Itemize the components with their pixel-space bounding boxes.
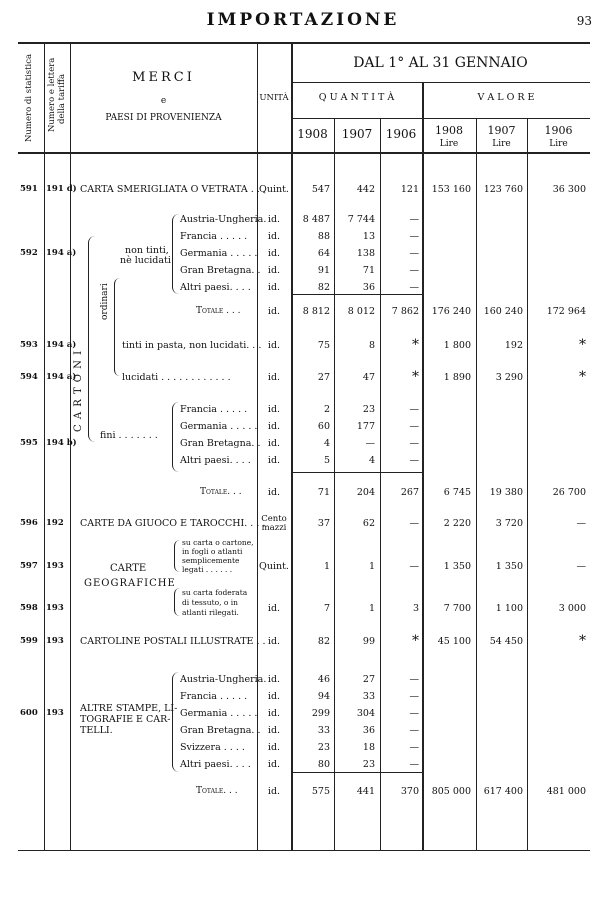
col-sep-1 [44,42,45,850]
header-valore: V A L O R E [477,92,535,103]
cell-q07: 442 [356,184,375,195]
cell-tar: 194 b) [46,438,77,448]
cell-tar: 193 [46,561,64,571]
cell-q08: 82 [317,636,330,647]
cell-v07: 1 350 [495,561,523,572]
cell-v08: 176 240 [431,306,471,317]
cell-q08: 80 [317,759,330,770]
altre-line: TOGRAFIE E CAR- [80,714,171,725]
cell-q07: 62 [362,518,375,529]
cell-unit: id. [267,214,281,225]
cell-desc: Altri paesi. . . . [180,455,251,466]
cell-v07: 617 400 [483,786,523,797]
cell-unit: id. [267,265,281,276]
cell-unit: id. [267,603,281,614]
cell-v08: 45 100 [437,636,471,647]
header-v-1908: 1908 [435,124,463,137]
cell-tar: 192 [46,518,64,528]
cell-q06: * [412,369,419,385]
cell-unit: id. [267,248,281,259]
page-number: 93 [576,14,592,28]
header-v-1906: 1906 [544,124,573,137]
cell-v06: * [579,337,586,353]
cell-unit: id. [267,340,281,351]
cell-q07: 27 [362,674,375,685]
cell-stat: 598 [20,603,38,613]
col-sep-6 [380,118,381,850]
cell-unit: id. [267,282,281,293]
cell-q06: — [409,231,419,242]
cell-desc: Francia . . . . . [180,231,248,242]
label-ordinari: ordinari [100,283,110,320]
header-v-1907: 1907 [487,124,516,137]
cell-q06: * [412,337,419,353]
cell-stat: 593 [20,340,38,350]
header-q-1907: 1907 [341,127,373,141]
page-title: IMPORTAZIONE [206,10,400,30]
cell-q06: — [409,248,419,259]
cell-v07: 123 760 [483,184,523,195]
cell-unit: id. [267,636,281,647]
cell-desc: Totale. . . [196,786,238,796]
cell-tar: 193 [46,636,64,646]
cell-q06: 267 [400,487,419,498]
cell-stat: 595 [20,438,38,448]
cell-tar: 194 a) [46,248,77,258]
cell-v06: — [576,518,586,529]
cell-unit: Quint. [259,561,289,572]
label-altre-stampe [80,703,177,736]
cell-q07: 8 [368,340,375,351]
cell-desc: Germania . . . . . [180,248,258,259]
cell-desc: CARTOLINE POSTALI ILLUSTRATE . . [80,636,266,647]
cell-q06: — [409,438,419,449]
cell-q08: 575 [311,786,330,797]
cell-q06: — [409,725,419,736]
cell-desc: tinti in pasta, non lucidati. . . [122,340,262,351]
cell-v07: 54 450 [489,636,523,647]
cell-v06: 481 000 [546,786,586,797]
cell-desc: Totale . . . [196,306,241,316]
cell-q08: 23 [317,742,330,753]
cell-desc: CARTA SMERIGLIATA O VETRATA . . . [80,184,266,195]
header-unita: UNITÀ [259,93,289,103]
cell-v07: 3 290 [495,372,523,383]
header-q-1906: 1906 [385,127,417,141]
cell-v07: 19 380 [489,487,523,498]
cell-q07: 204 [356,487,375,498]
cell-stat: 592 [20,248,38,258]
cell-v08: 6 745 [443,487,471,498]
header-paesi: PAESI DI PROVENIENZA [105,113,222,123]
cell-desc: Totale. . . [200,487,242,497]
cell-unit: Quint. [259,184,289,195]
cell-v06: — [576,561,586,572]
header-top-rule [18,42,590,44]
carte-sub2-line: su carta foderata [182,588,248,597]
cell-v08: 1 800 [443,340,471,351]
cell-q07: 304 [356,708,375,719]
cell-q08: 5 [323,455,330,466]
carte-sub-1 [182,538,254,574]
cell-unit: id. [267,674,281,685]
altre-line: TELLI. [80,725,113,736]
cell-q08: 2 [323,404,330,415]
cell-q06: 370 [400,786,419,797]
cell-q08: 88 [317,231,330,242]
cell-v07: 192 [504,340,523,351]
header-period-rule [291,82,590,83]
cell-desc: Germania . . . . . [180,708,258,719]
col-sep-5 [334,118,335,850]
cell-q06: — [409,265,419,276]
cell-q06: — [409,282,419,293]
cell-q08: 46 [317,674,330,685]
cell-unit: id. [267,421,281,432]
cell-v06: * [579,633,586,649]
cell-q06: — [409,691,419,702]
cell-q07: 177 [356,421,375,432]
header-q-1908: 1908 [297,127,328,141]
cell-q07: 18 [362,742,375,753]
cell-q07: 1 [368,603,375,614]
cell-q07: 1 [368,561,375,572]
total-rule-3 [291,772,422,773]
cell-q08: 60 [317,421,330,432]
cell-unit: id. [267,455,281,466]
cell-unit: id. [267,691,281,702]
cell-v07: 1 100 [495,603,523,614]
total-rule-2 [291,472,422,473]
cell-v06: 3 000 [558,603,586,614]
cell-q06: — [409,759,419,770]
cell-unit: id. [267,372,281,383]
cell-unit: id. [267,708,281,719]
cell-q07: 23 [362,404,375,415]
carte-sub2-line: di tessuto, o in [182,598,238,607]
header-lire-1906: Lire [549,139,568,149]
cell-unit: id. [267,742,281,753]
cell-q06: — [409,708,419,719]
carte-sub-2 [182,588,247,618]
cell-q08: 8 487 [302,214,330,225]
header-col-tariffa-1: Numero e lettera [47,57,57,132]
brace-altre [172,672,179,772]
header-col-tariffa-2: della tariffa [57,73,67,124]
cell-desc: Francia . . . . . [180,691,248,702]
cell-q06: — [409,561,419,572]
col-sep-9 [527,118,528,850]
carte-sub1-line: legati . . . . . . [182,565,233,574]
cell-q08: 4 [323,438,330,449]
cell-stat: 594 [20,372,38,382]
header-bottom-rule [18,152,590,154]
cell-q06: 7 862 [391,306,419,317]
cell-tar: 194 a) [46,372,77,382]
header-lire-1908: Lire [439,139,459,149]
cell-q07: 441 [356,786,375,797]
footer-rule [18,850,590,851]
cell-unit: id. [267,438,281,449]
cell-q08: 64 [317,248,330,259]
cell-q08: 1 [323,561,330,572]
brace-cartoni [88,236,95,442]
carte-sub1-line: semplicemente [182,556,240,565]
cell-desc: Germania . . . . . [180,421,258,432]
brace-non-tinti [172,214,179,294]
cell-tar: 191 d) [46,184,77,194]
label-geografiche: GEOGRAFICHE [84,578,176,589]
cell-desc: Altri paesi. . . . [180,759,251,770]
cell-v06: 26 700 [552,487,586,498]
cell-q06: * [412,633,419,649]
cell-q06: — [409,518,419,529]
cell-q08: 75 [317,340,330,351]
cell-unit: Cento mazzi [261,514,287,533]
cell-q07: 4 [368,455,375,466]
cell-q08: 299 [311,708,330,719]
cell-unit: id. [267,404,281,415]
cell-desc: Austria-Ungheria. [180,214,267,225]
cell-q07: 99 [362,636,375,647]
cell-q07: 71 [362,265,375,276]
cell-q06: — [409,674,419,685]
cell-v07: 160 240 [483,306,523,317]
cell-q07: 36 [362,725,375,736]
cell-q08: 71 [317,487,330,498]
cell-v06: * [579,369,586,385]
cell-tar: 193 [46,603,64,613]
cell-q07: 13 [362,231,375,242]
cell-q08: 8 812 [302,306,330,317]
cell-unit: id. [267,786,281,797]
cell-desc: lucidati . . . . . . . . . . . . [122,372,231,383]
brace-ordinari [114,278,120,376]
col-sep-8 [476,118,477,850]
brace-carte-1 [174,540,180,572]
cell-q08: 37 [317,518,330,529]
label-fini: fini . . . . . . . [100,430,158,441]
cell-q08: 82 [317,282,330,293]
cell-q06: — [409,421,419,432]
cell-unit: id. [267,306,281,317]
header-lire-1907: Lire [492,139,511,149]
cell-v08: 2 220 [443,518,471,529]
cell-desc: Gran Bretagna. . [180,725,261,736]
cell-q07: — [365,438,375,449]
cell-desc: Gran Bretagna. . [180,438,261,449]
cell-q08: 547 [311,184,330,195]
cell-q06: 3 [412,603,419,614]
cell-v06: 172 964 [546,306,586,317]
brace-carte-2 [174,588,180,616]
cell-q07: 33 [362,691,375,702]
cell-v08: 1 350 [443,561,471,572]
cell-q08: 33 [317,725,330,736]
cell-unit: id. [267,487,281,498]
cell-q06: — [409,742,419,753]
cell-q07: 7 744 [347,214,375,225]
header-quantita: Q U A N T I T À [318,92,395,103]
cell-desc: Francia . . . . . [180,404,248,415]
carte-sub1-line: in fogli o atlanti [182,547,243,556]
cell-desc: Altri paesi. . . . [180,282,251,293]
cell-stat: 597 [20,561,38,571]
cell-stat: 600 [20,708,38,718]
cell-q06: — [409,214,419,225]
col-sep-7 [422,82,424,850]
label-non-tinti-2: nè lucidati [120,255,171,266]
cell-desc: CARTE DA GIUOCO E TAROCCHI. . . . [80,518,266,529]
cell-q06: — [409,455,419,466]
cell-v06: 36 300 [552,184,586,195]
cell-q07: 36 [362,282,375,293]
cell-q07: 47 [362,372,375,383]
cell-q07: 23 [362,759,375,770]
header-period: DAL 1° AL 31 GENNAIO [353,55,528,71]
cell-desc: Austria-Ungheria. [180,674,267,685]
cell-v08: 805 000 [431,786,471,797]
brace-fini [172,402,179,472]
cell-q08: 7 [323,603,330,614]
cell-tar: 193 [46,708,64,718]
cell-desc: Gran Bretagna. . [180,265,261,276]
cell-v07: 3 720 [495,518,523,529]
label-non-tinti-1: non tinti, [125,245,169,256]
cell-unit: id. [267,725,281,736]
carte-sub2-line: atlanti rilegati. [182,608,239,617]
header-e: e [160,96,167,106]
total-rule-1 [291,294,422,295]
cell-q07: 8 012 [347,306,375,317]
cell-q06: — [409,404,419,415]
cell-unit: id. [267,231,281,242]
altre-line: ALTRE STAMPE, LI- [80,703,178,714]
cell-desc: Svizzera . . . . [180,742,245,753]
cell-stat: 599 [20,636,38,646]
label-cartoni: C A R T O N I [73,349,84,432]
cell-q08: 27 [317,372,330,383]
cell-v08: 153 160 [431,184,471,195]
header-col-stat: Numero di statistica [24,53,34,142]
cell-tar: 194 a) [46,340,77,350]
carte-sub1-line: su carta o cartone, [182,538,254,547]
cell-q07: 138 [356,248,375,259]
cell-q08: 91 [317,265,330,276]
label-carte: CARTE [110,563,147,574]
header-years-rule [291,118,590,119]
header-merci: MERCI [132,70,195,85]
cell-q06: 121 [400,184,419,195]
cell-v08: 1 890 [443,372,471,383]
cell-unit: id. [267,759,281,770]
cell-v08: 7 700 [443,603,471,614]
cell-stat: 596 [20,518,38,528]
cell-q08: 94 [317,691,330,702]
cell-stat: 591 [20,184,38,194]
